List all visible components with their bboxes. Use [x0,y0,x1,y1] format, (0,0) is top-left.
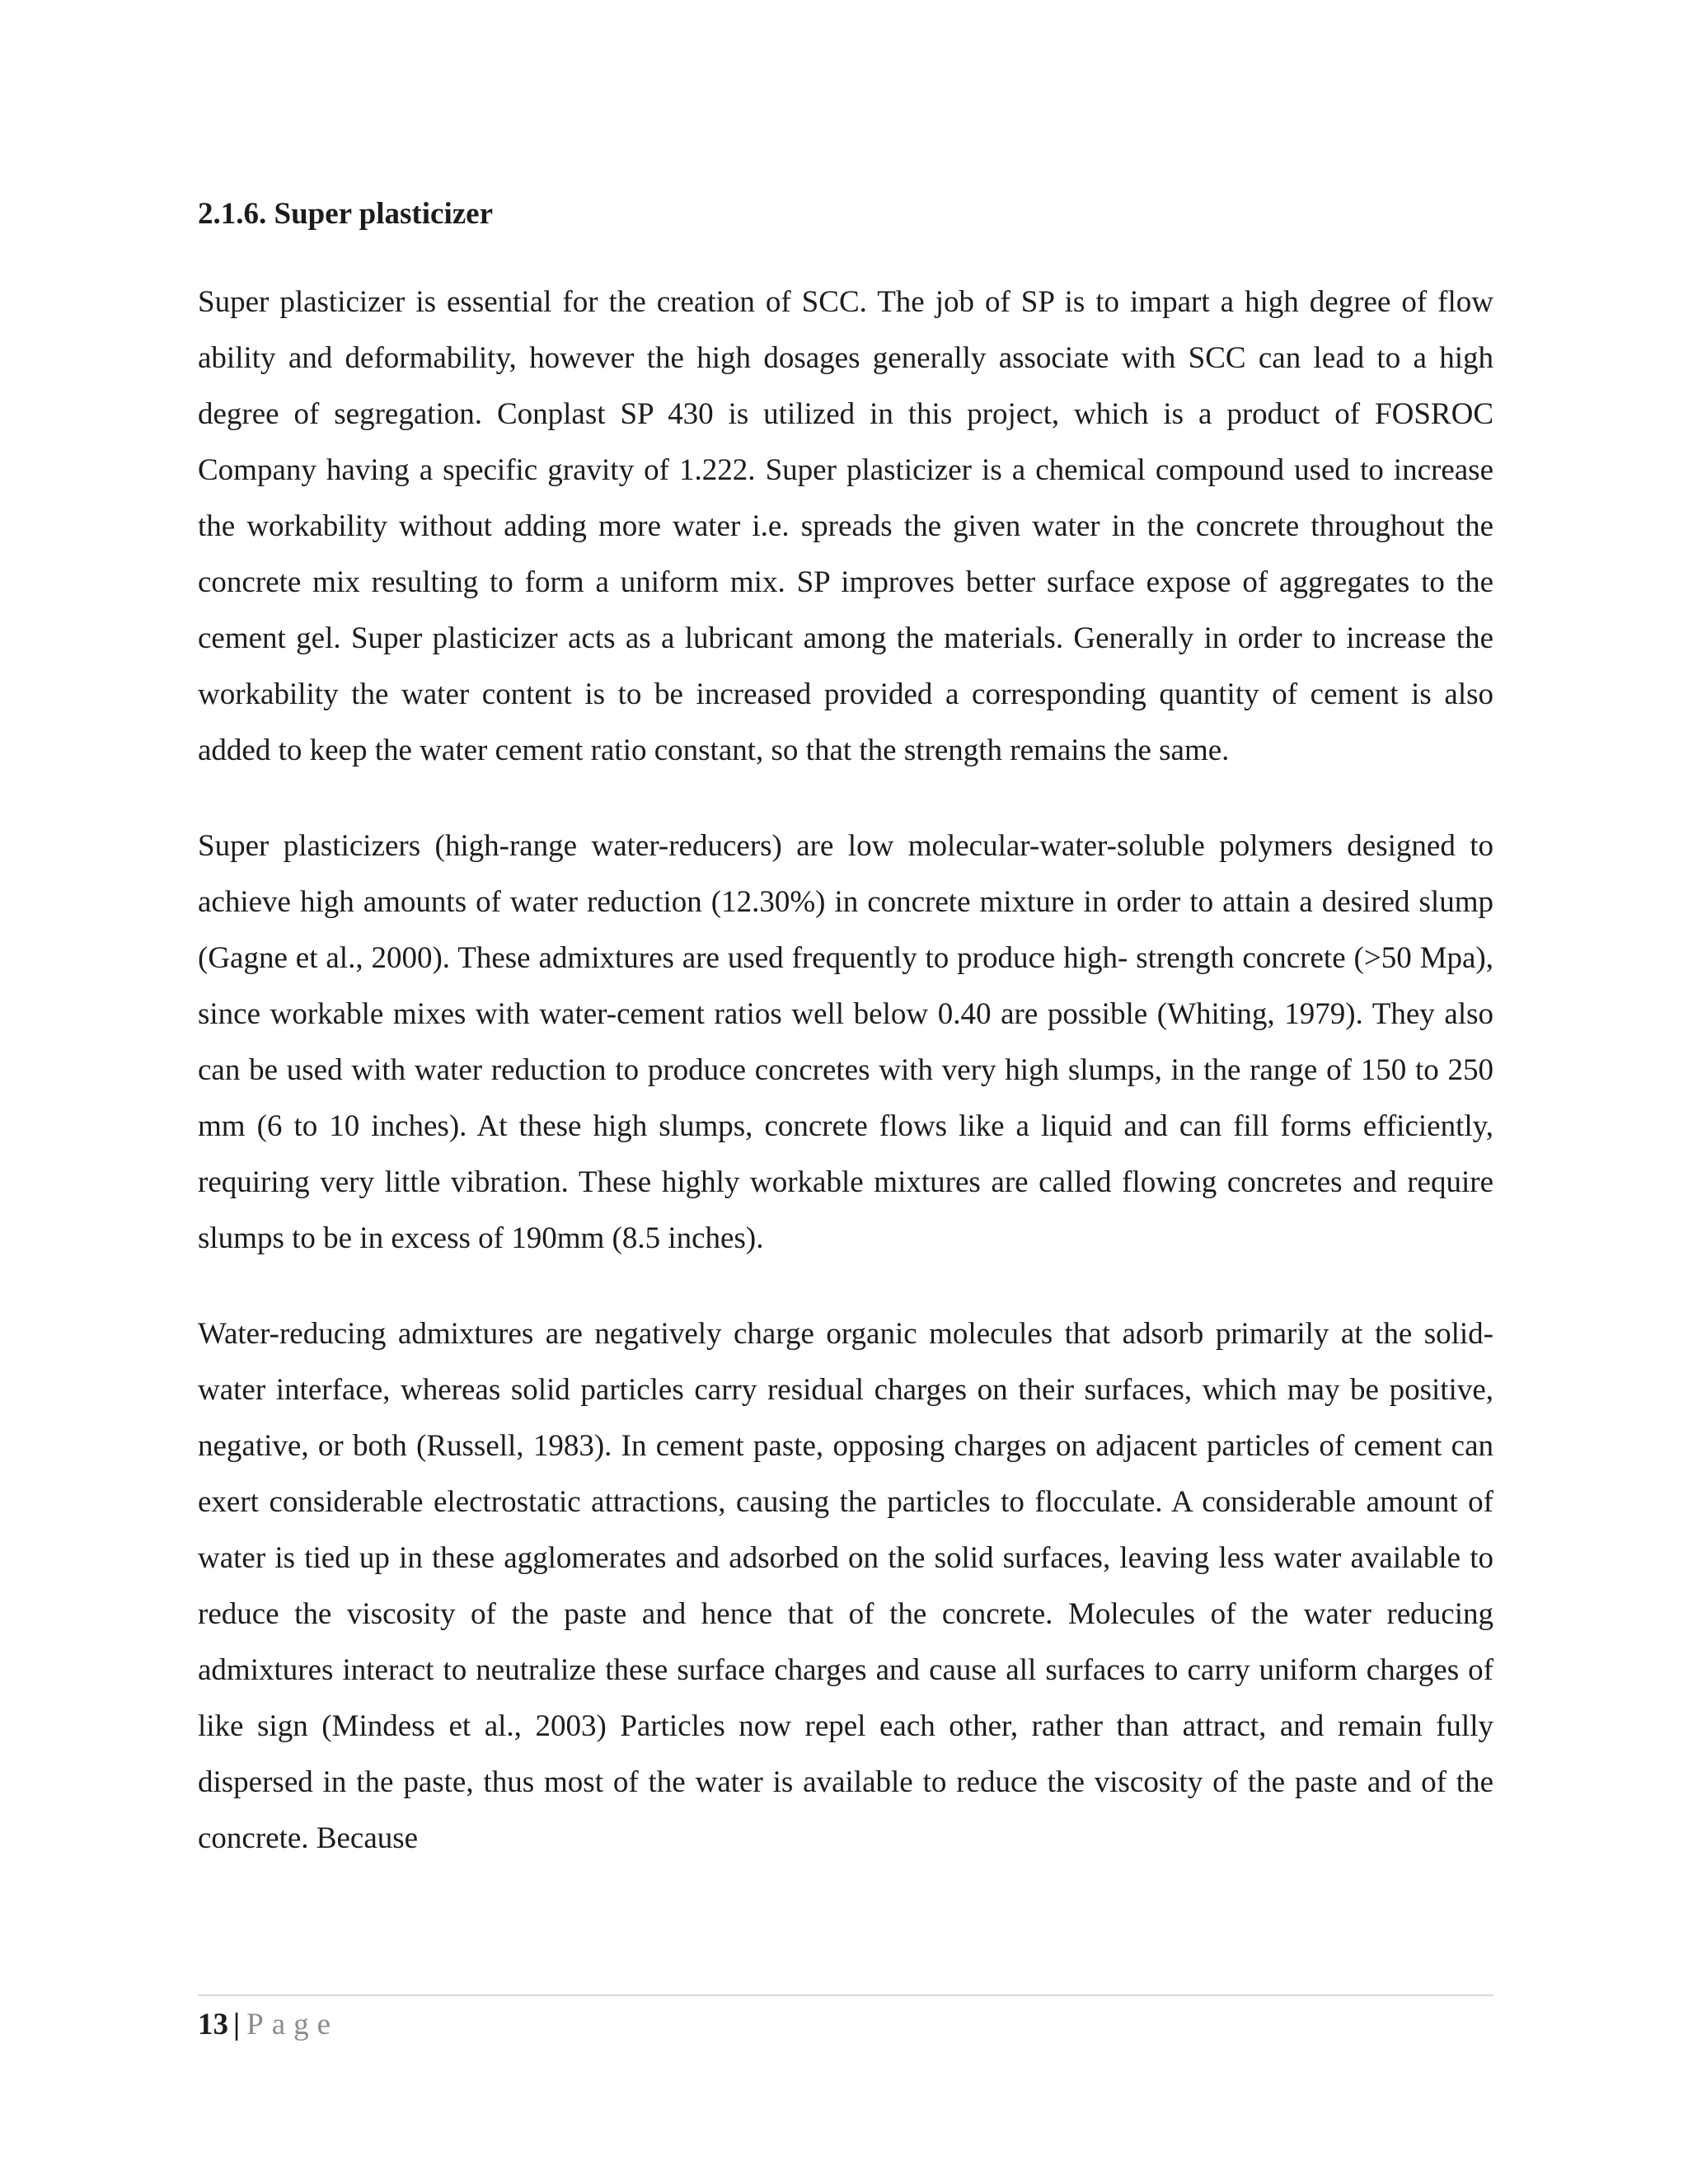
section-heading: 2.1.6. Super plasticizer [198,197,493,231]
paragraph-3: Water-reducing admixtures are negatively charge organic molecules that adsorb primarily at the solid-water interface, whereas solid particles carry residual charges on their surfaces, which may be positive, negative, or both (Russell, 1983). In cement paste, opposing charges on adjacent particles of cement can exert considerable electrostatic attractions, causing the particles to flocculate. A considerable amount of water is tied up in these agglomerates and adsorbed on the solid surfaces, leaving less water available to reduce the viscosity of the paste and hence that of the concrete. Molecules of the water reducing admixtures interact to neutralize these surface charges and cause all surfaces to carry uniform charges of like sign (Mindess et al., 2003) Particles now repel each other, rather than attract, and remain fully dispersed in the paste, thus most of the water is available to reduce the viscosity of the paste and of the concrete. Because [198,1317,1493,1855]
paragraph-1: Super plasticizer is essential for the creation of SCC. The job of SP is to impart a high degree of flow ability and deformability, however the high dosages generally associate with SCC can lead to a high degree of segregation. Conplast SP 430 is utilized in this project, which is a product of FOSROC Company having a specific gravity of 1.222. Super plasticizer is a chemical compound used to increase the workability without adding more water i.e. spreads the given water in the concrete throughout the concrete mix resulting to form a uniform mix. SP improves better surface expose of aggregates to the cement gel. Super plasticizer acts as a lubricant among the materials. Generally in order to increase the workability the water content is to be increased provided a corresponding quantity of cement is also added to keep the water cement ratio constant, so that the strength remains the same. [198,285,1493,767]
document-page [198,194,1493,1867]
footer-divider [198,1994,1493,1996]
page-label: Page [246,2008,340,2041]
footer-separator: | [233,2008,241,2041]
page-number: 13 [198,2008,228,2041]
paragraph-2: Super plasticizers (high-range water-reducers) are low molecular-water-soluble polymers designed to achieve high amounts of water reduction (12.30%) in concrete mixture in order to attain a desired slump (Gagne et al., 2000). These admixtures are used frequently to produce high- strength concrete (>50 Mpa), since workable mixes with water-cement ratios well below 0.40 are possible (Whiting, 1979). They also can be used with water reduction to produce concretes with very high slumps, in the range of 150 to 250 mm (6 to 10 inches). At these high slumps, concrete flows like a liquid and can fill forms efficiently, requiring very little vibration. These highly workable mixtures are called flowing concretes and require slumps to be in excess of 190mm (8.5 inches). [198,829,1493,1255]
page-footer [198,2004,339,2046]
